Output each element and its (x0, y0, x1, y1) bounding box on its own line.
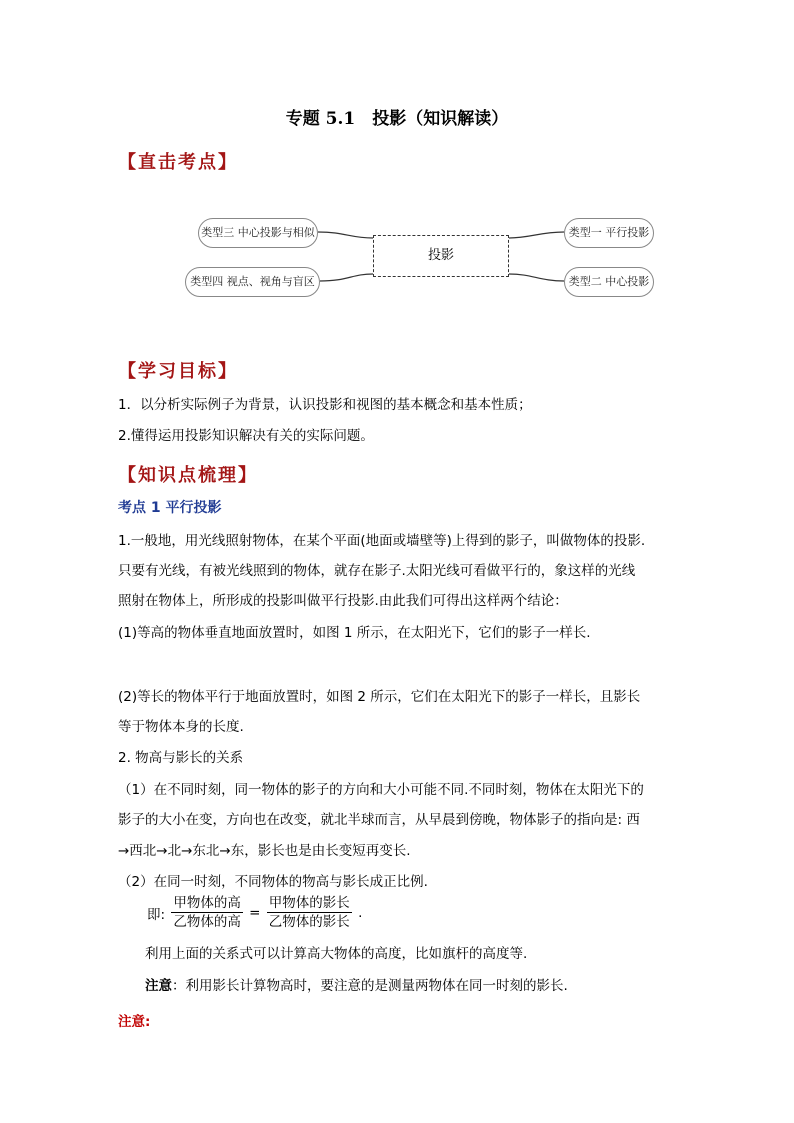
mindmap-node-type3: 类型三 中心投影与相似 (198, 218, 318, 248)
conclusion-1: (1)等高的物体垂直地面放置时，如图 1 所示，在太阳光下，它们的影子一样长. (118, 625, 591, 641)
paragraph-line: 影子的大小在变，方向也在改变，就北半球而言，从早晨到傍晚，物体影子的指向是: 西 (118, 812, 640, 828)
mindmap (180, 210, 660, 306)
mindmap-node-type4: 类型四 视点、视角与盲区 (185, 267, 320, 297)
mindmap-node-type1: 类型一 平行投影 (564, 218, 654, 248)
note-label: 注意 (145, 978, 172, 994)
note-line (145, 976, 655, 996)
formula-rhs-denominator: 乙物体的影长 (268, 914, 350, 930)
paragraph-line: 照射在物体上，所形成的投影叫做平行投影.由此我们可得出这样两个结论： (118, 593, 568, 609)
mindmap-center-node: 投影 (373, 235, 509, 277)
kp1-title: 考点 1 平行投影 (118, 500, 222, 516)
paragraph-line: （1）在不同时刻，同一物体的影子的方向和大小可能不同.不同时刻，物体在太阳光下的 (118, 782, 644, 798)
formula-lhs-numerator: 甲物体的高 (173, 895, 241, 911)
section-header-mubiao: 【学习目标】 (118, 361, 238, 382)
note-text: ：利用影长计算物高时，要注意的是测量两物体在同一时刻的影长. (172, 978, 568, 994)
statement-2: （2）在同一时刻，不同物体的物高与影长成正比例. (118, 874, 428, 890)
formula-rhs-fraction (267, 894, 352, 931)
formula-rhs-numerator: 甲物体的影长 (268, 895, 350, 911)
formula-suffix: . (358, 904, 363, 921)
formula (145, 894, 364, 931)
section-header-kaodian: 【直击考点】 (118, 152, 238, 173)
formula-lhs-fraction (171, 894, 243, 931)
goal-item: 2.懂得运用投影知识解决有关的实际问题。 (118, 428, 374, 444)
paragraph-line: 只要有光线，有被光线照到的物体，就存在影子.太阳光线可看做平行的，象这样的光线 (118, 563, 636, 579)
page-title: 专题 5.1 投影（知识解读） (285, 109, 509, 129)
section-header-shuli: 【知识点梳理】 (118, 465, 258, 486)
final-note-label: 注意: (118, 1014, 151, 1030)
goal-item: 1．以分析实际例子为背景，认识投影和视图的基本概念和基本性质； (118, 397, 532, 413)
use-line: 利用上面的关系式可以计算高大物体的高度，比如旗杆的高度等. (145, 946, 528, 962)
conclusion-2-line: (2)等长的物体平行于地面放置时，如图 2 所示，它们在太阳光下的影子一样长，且影长 (118, 689, 641, 705)
paragraph-line: →西北→北→东北→东，影长也是由长变短再变长. (118, 843, 411, 859)
paragraph-line: 1.一般地，用光线照射物体，在某个平面(地面或墙壁等)上得到的影子，叫做物体的投影. (118, 533, 646, 549)
subheading-2: 2. 物高与影长的关系 (118, 750, 244, 766)
formula-lhs-denominator: 乙物体的高 (173, 914, 241, 930)
conclusion-2-line: 等于物体本身的长度. (118, 719, 244, 735)
formula-prefix: 即: (147, 906, 166, 923)
mindmap-node-type2: 类型二 中心投影 (564, 267, 654, 297)
formula-equals: = (249, 904, 261, 921)
